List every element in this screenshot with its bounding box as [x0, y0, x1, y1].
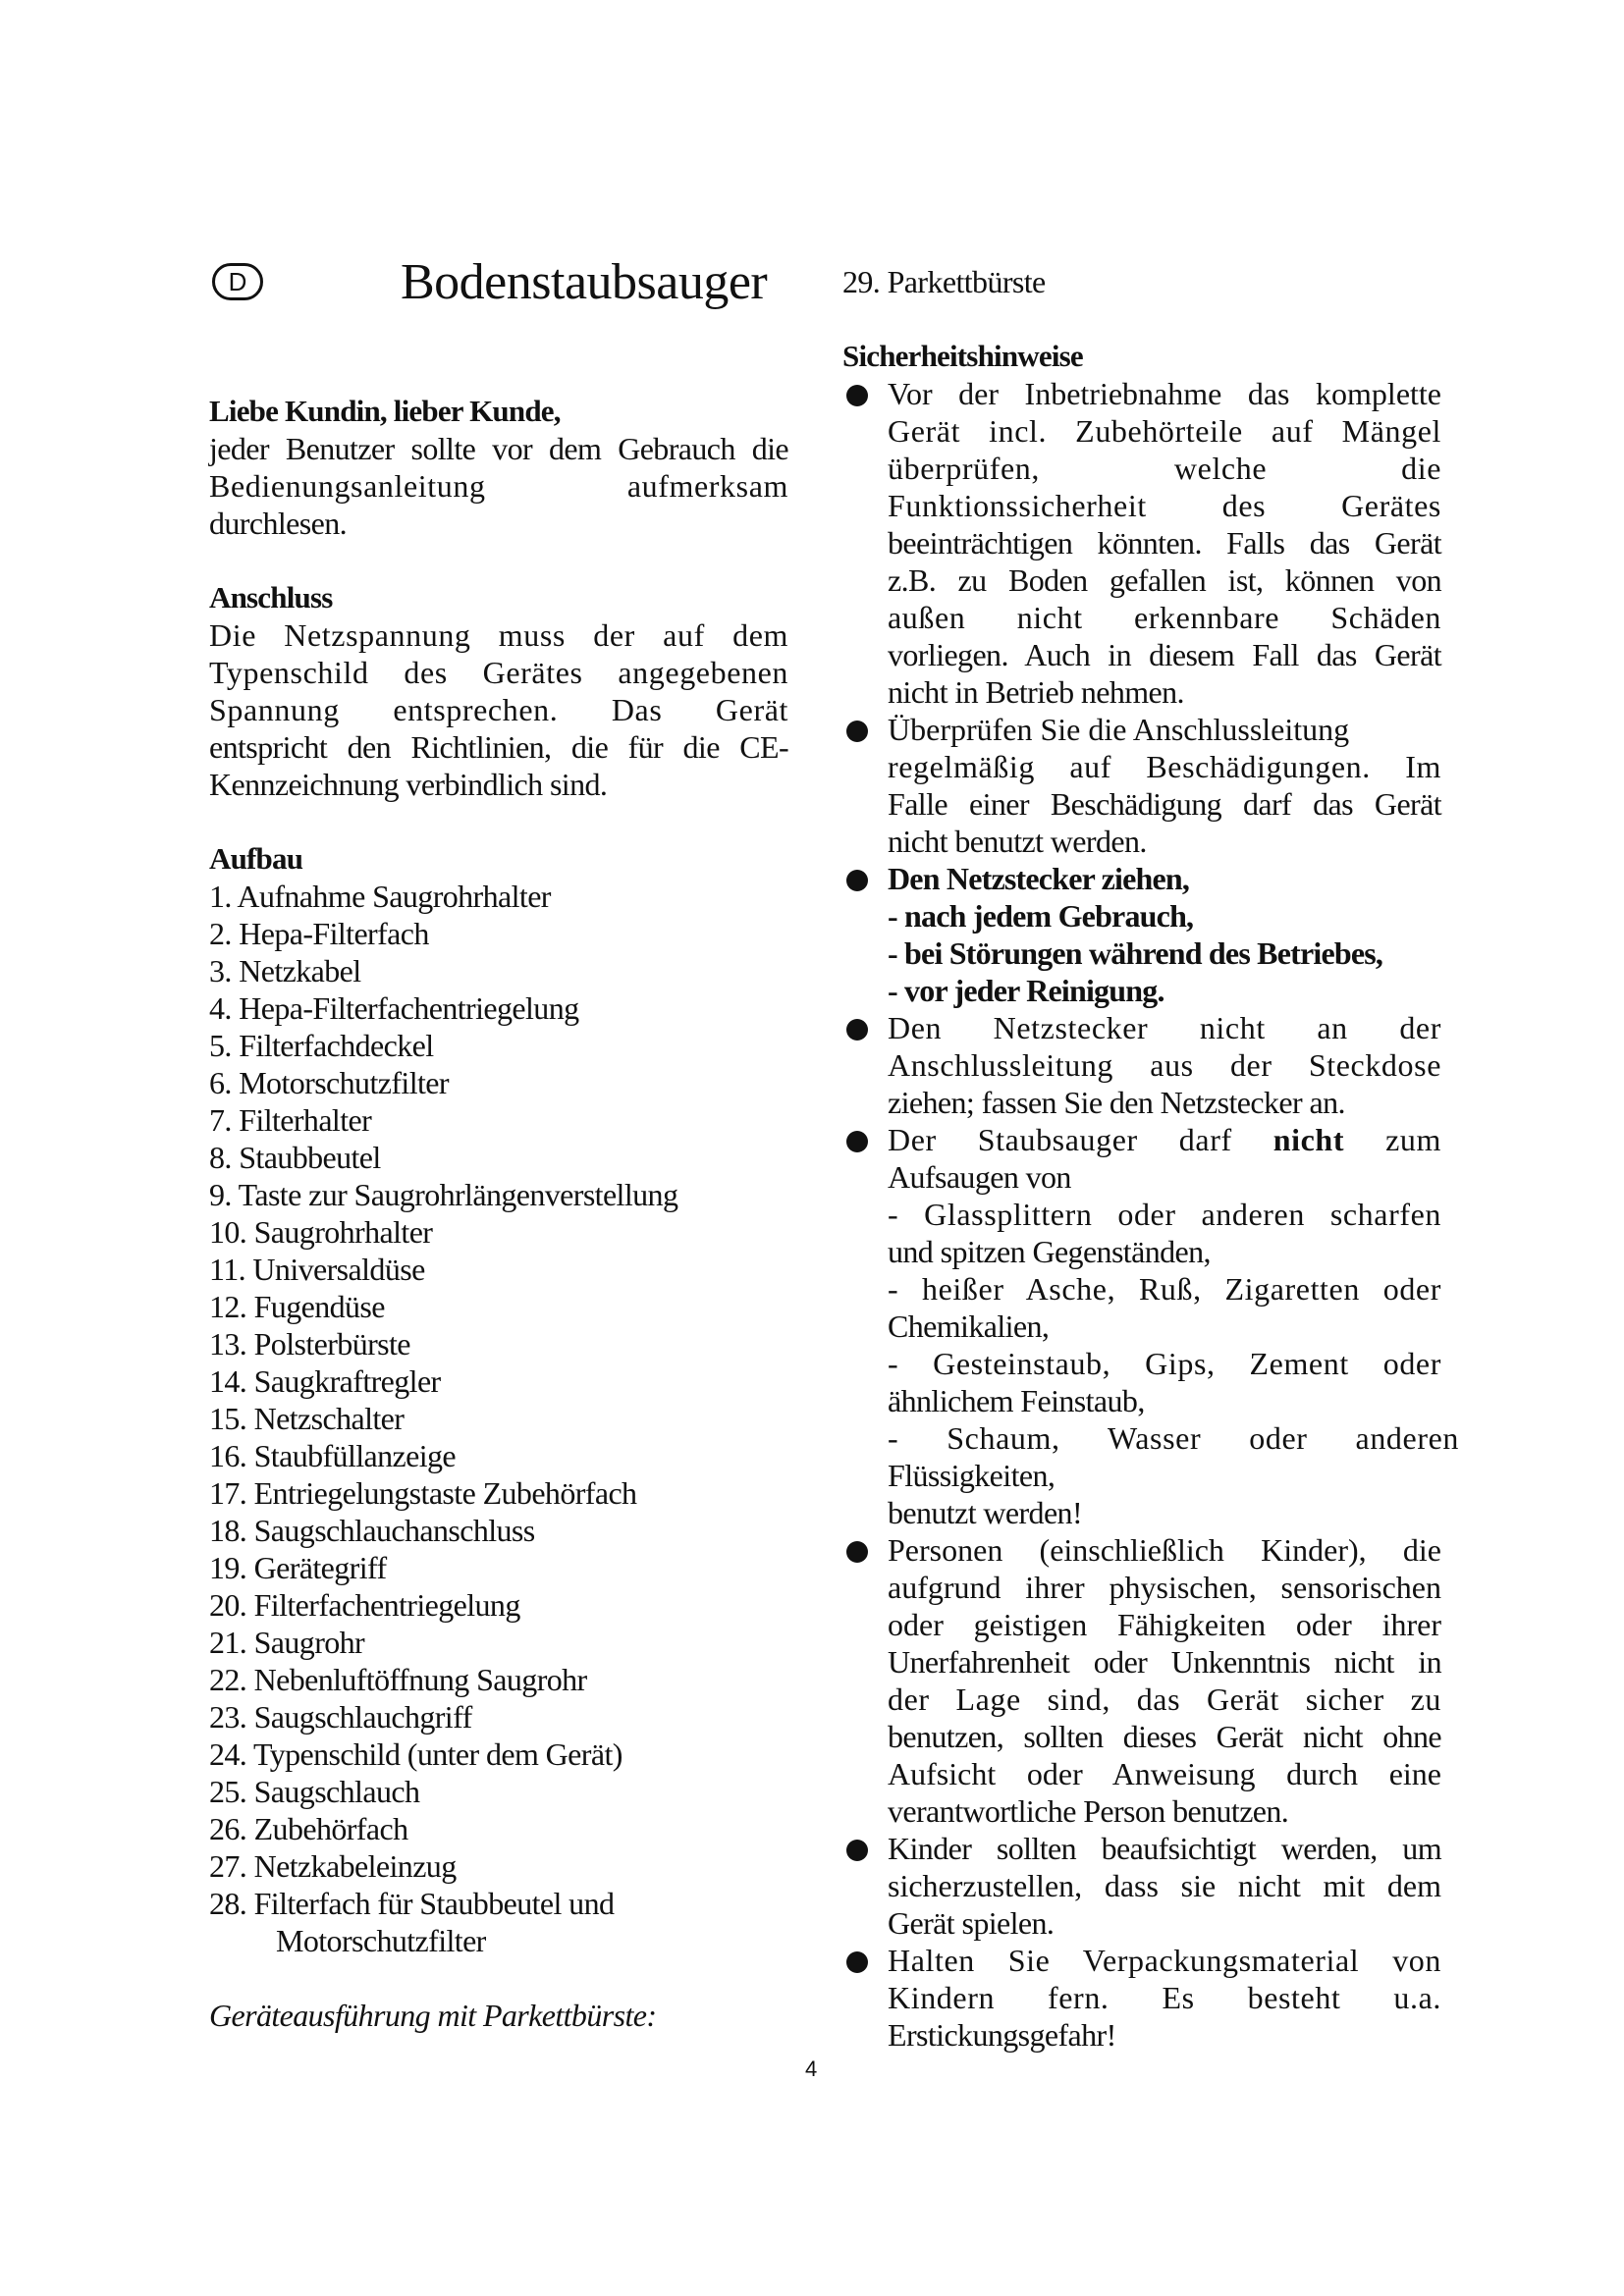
- parts-list-item: 24. Typenschild (unter dem Gerät): [209, 1736, 623, 1772]
- safety-bullet: Halten Sie Verpackungsmaterial von Kindern fern. Es besteht u.a. Erstickungsgefahr!: [842, 1942, 1441, 2054]
- parts-list-item: 13. Polsterbürste: [209, 1326, 410, 1362]
- page-title: Bodenstaubsauger: [401, 254, 768, 310]
- parts-list-item: 21. Saugrohr: [209, 1625, 365, 1660]
- connection-line: Die Netzspannung muss der auf dem: [209, 617, 788, 653]
- parts-list-item: 14. Saugkraftregler: [209, 1363, 441, 1399]
- parts-list-item: 20. Filterfachentriegelung: [209, 1587, 520, 1623]
- parts-list-item: 8. Staubbeutel: [209, 1140, 381, 1175]
- bullet-dot-icon: [846, 1951, 868, 1973]
- parts-list-item: 16. Staubfüllanzeige: [209, 1438, 457, 1473]
- parts-list-item: 1. Aufnahme Saugrohrhalter: [209, 879, 551, 914]
- bullet-dot-icon: [846, 1131, 868, 1152]
- parts-list-item: 17. Entriegelungstaste Zubehörfach: [209, 1475, 637, 1511]
- parts-list-item: 10. Saugrohrhalter: [209, 1214, 433, 1250]
- safety-bullet: Überprüfen Sie die Anschlussleitung regelmäßig auf Beschädigungen. Im Falle einer Beschädigung darf das Gerät nicht benutzt werden.: [842, 711, 1441, 860]
- greeting-line: durchlesen.: [209, 506, 348, 541]
- parts-list-item: 28. Filterfach für Staubbeutel und: [209, 1886, 615, 1921]
- safety-bullet: Personen (einschließlich Kinder), die aufgrund ihrer physischen, sensorischen oder geistigen Fähigkeiten oder ihrer Unerfahrenheit oder Unkenntnis nicht in der Lage sind, das Gerät sicher zu benutzen, sollten dieses Gerät nicht ohne Aufsicht oder Anweisung durch eine verantwortliche Person benutzen.: [842, 1531, 1441, 1830]
- connection-heading: Anschluss: [209, 580, 333, 614]
- connection-line: Kennzeichnung verbindlich sind.: [209, 767, 608, 802]
- parts-list-item: 18. Saugschlauchanschluss: [209, 1513, 535, 1548]
- bullet-dot-icon: [846, 1840, 868, 1861]
- right-column: [842, 263, 1459, 2054]
- greeting-line: jeder Benutzer sollte vor dem Gebrauch die: [209, 431, 788, 466]
- page-number: 4: [805, 2056, 818, 2081]
- bullet-dot-icon: [846, 385, 868, 406]
- safety-bullet: Vor der Inbetriebnahme das komplette Gerät incl. Zubehörteile auf Mängel überprüfen, welche die Funktionssicherheit des Gerätes beeinträchtigen könnten. Falls das Gerät z.B. zu Boden gefallen ist, können von außen nicht erkennbare Schäden vorliegen. Auch in diesem Fall das Gerät nicht in Betrieb nehmen.: [842, 375, 1441, 711]
- safety-heading: Sicherheitshinweise: [842, 339, 1083, 373]
- bullet-dot-icon: [846, 1541, 868, 1563]
- parts-list-item: 2. Hepa-Filterfach: [209, 916, 429, 951]
- parts-list: [209, 878, 788, 1922]
- safety-bullet: Den Netzstecker nicht an der Anschlussleitung aus der Steckdose ziehen; fassen Sie den Netzstecker an.: [842, 1009, 1441, 1121]
- connection-line: entspricht den Richtlinien, die für die CE-: [209, 729, 788, 765]
- parts-list-item: 9. Taste zur Saugrohrlängenverstellung: [209, 1177, 678, 1212]
- variant-note: Geräteausführung mit Parkettbürste:: [209, 1998, 657, 2033]
- bullet-dot-icon: [846, 870, 868, 891]
- connection-line: Typenschild des Gerätes angegebenen: [209, 655, 788, 690]
- parts-list-item: 5. Filterfachdeckel: [209, 1028, 434, 1063]
- left-column: [209, 393, 788, 2034]
- bullet-dot-icon: [846, 721, 868, 742]
- parts-list-item-continuation: Motorschutzfilter: [276, 1923, 486, 1958]
- bullet-dot-icon: [846, 1019, 868, 1041]
- parts-list-item: 12. Fugendüse: [209, 1289, 385, 1324]
- parts-list-item: 27. Netzkabeleinzug: [209, 1848, 457, 1884]
- parts-list-item: 7. Filterhalter: [209, 1102, 372, 1138]
- greeting-line: Bedienungsanleitung aufmerksam: [209, 468, 788, 504]
- safety-bullet: Den Netzstecker ziehen, - nach jedem Gebrauch, - bei Störungen während des Betriebes, - vor jeder Reinigung.: [842, 860, 1441, 1009]
- language-badge: D: [212, 263, 263, 300]
- safety-bullet: Der Staubsauger darf nicht zum Aufsaugen von - Glassplittern oder anderen scharfen und spitzen Gegenständen, - heißer Asche, Ruß, Zigaretten oder Chemikalien, - Gesteinstaub, Gips, Zement oder ähnlichem Feinstaub, - Schaum, Wasser oder anderen Flüssigkeiten, benutzt werden!: [842, 1121, 1441, 1531]
- parts-list-item: 6. Motorschutzfilter: [209, 1065, 449, 1100]
- parts-list-item: 25. Saugschlauch: [209, 1774, 420, 1809]
- parts-list-item: 3. Netzkabel: [209, 953, 361, 988]
- connection-line: Spannung entsprechen. Das Gerät: [209, 692, 788, 727]
- parts-list-item: 23. Saugschlauchgriff: [209, 1699, 472, 1735]
- parts-list-item: 11. Universaldüse: [209, 1252, 425, 1287]
- parts-list-item: 19. Gerätegriff: [209, 1550, 387, 1585]
- parts-list-item: 29. Parkettbürste: [842, 264, 1046, 299]
- parts-list-item: 15. Netzschalter: [209, 1401, 405, 1436]
- safety-bullet: Kinder sollten beaufsichtigt werden, um sicherzustellen, dass sie nicht mit dem Gerät spielen.: [842, 1830, 1441, 1942]
- parts-list-item: 26. Zubehörfach: [209, 1811, 408, 1846]
- parts-list-item: 4. Hepa-Filterfachentriegelung: [209, 990, 579, 1026]
- parts-list-item: 22. Nebenluftöffnung Saugrohr: [209, 1662, 587, 1697]
- parts-heading: Aufbau: [209, 841, 303, 876]
- greeting-heading: Liebe Kundin, lieber Kunde,: [209, 394, 561, 428]
